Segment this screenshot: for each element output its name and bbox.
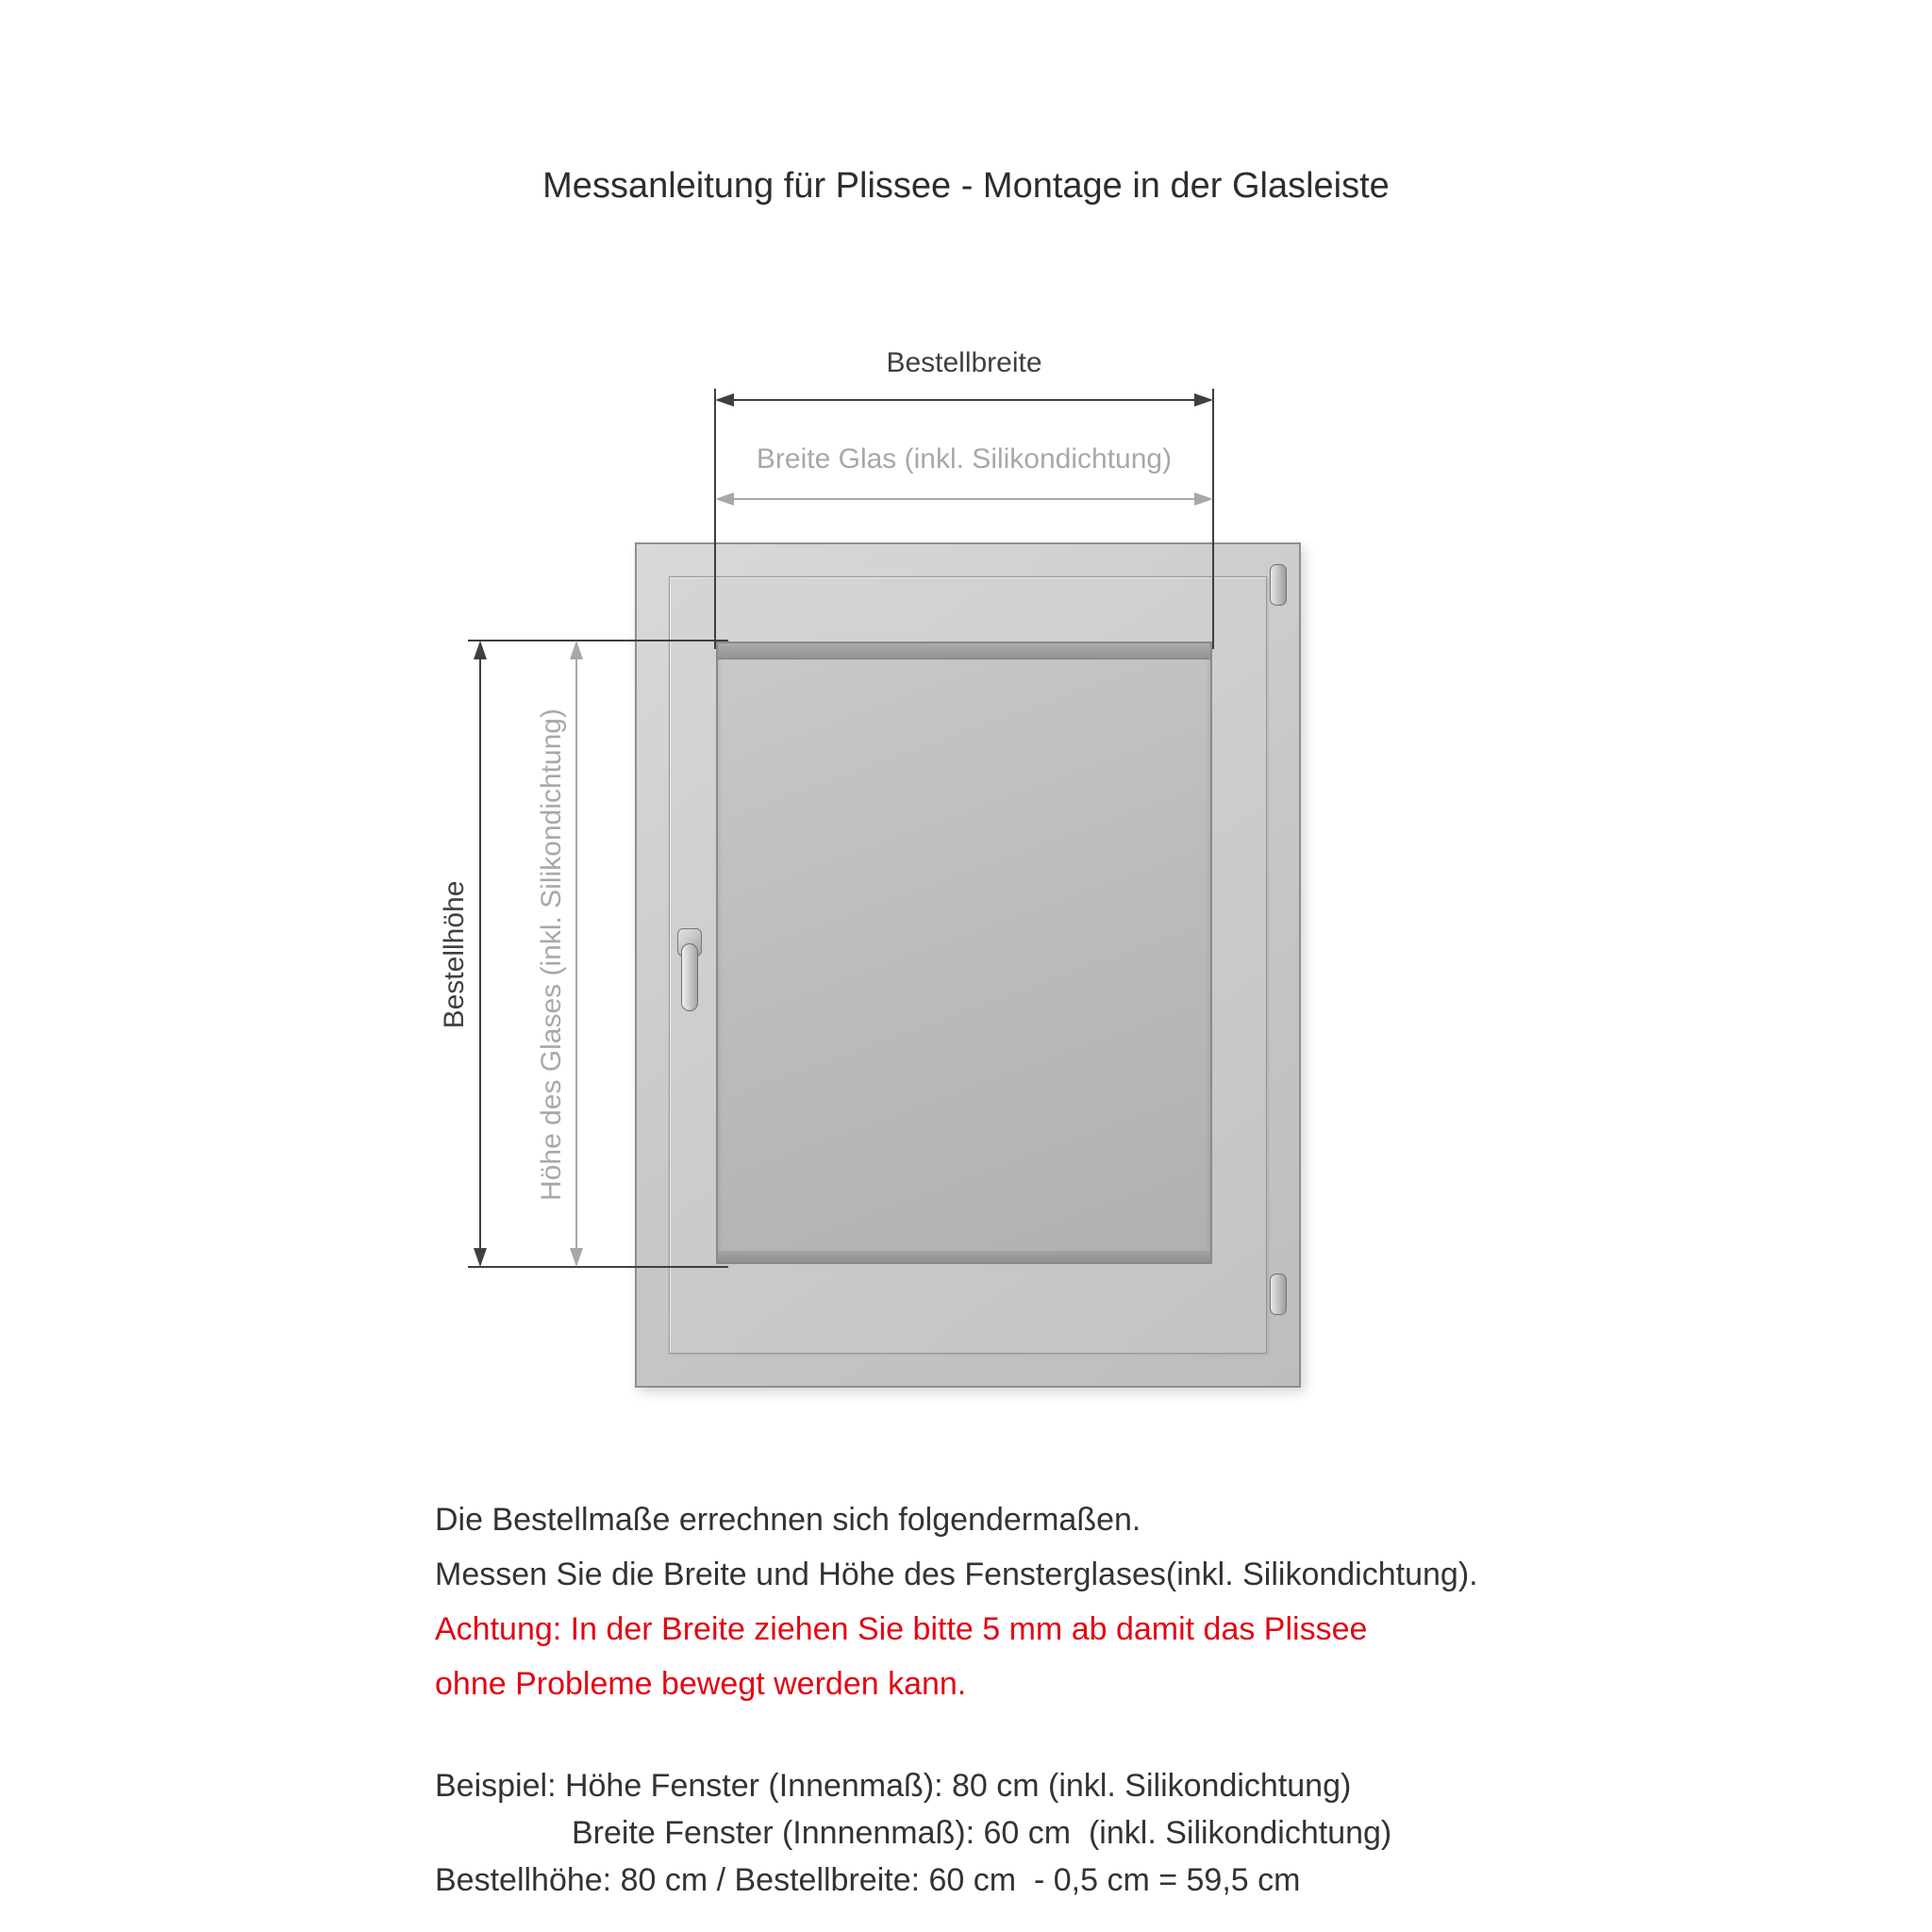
example-line-1: Beispiel: Höhe Fenster (Innenmaß): 80 cm (inkl. Silikondichtung)	[435, 1768, 1352, 1804]
order-height-label: Bestellhöhe	[439, 880, 470, 1029]
window-frame	[635, 542, 1301, 1388]
instruction-line-1: Die Bestellmaße errechnen sich folgendermaßen.	[435, 1502, 1141, 1538]
window-handle	[677, 928, 702, 1013]
window-glass	[716, 641, 1212, 1264]
example-line-3: Bestellhöhe: 80 cm / Bestellbreite: 60 cm - 0,5 cm = 59,5 cm	[435, 1862, 1301, 1898]
instruction-line-2: Messen Sie die Breite und Höhe des Fensterglases(inkl. Silikondichtung).	[435, 1557, 1478, 1592]
glass-height-label: Höhe des Glases (inkl. Silikondichtung)	[536, 708, 567, 1201]
order-height-arrow	[474, 641, 487, 1267]
glass-bottom-bead	[718, 1251, 1210, 1262]
example-block	[435, 1762, 1391, 1904]
page-title: Messanleitung für Plissee - Montage in der Glasleiste	[542, 166, 1390, 206]
instructions-block	[435, 1492, 1478, 1711]
order-width-label: Bestellbreite	[886, 347, 1042, 378]
glass-width-arrow	[715, 492, 1213, 506]
warning-line-1: Achtung: In der Breite ziehen Sie bitte 5 mm ab damit das Plissee	[435, 1611, 1368, 1647]
glass-width-label: Breite Glas (inkl. Silikondichtung)	[756, 443, 1173, 475]
window-sash	[669, 576, 1267, 1354]
glass-height-arrow	[570, 641, 583, 1267]
order-width-arrow	[715, 393, 1213, 407]
glass-top-bead	[718, 643, 1210, 659]
hinge-top	[1270, 564, 1287, 606]
example-line-2: Breite Fenster (Innnenmaß): 60 cm (inkl. Silikondichtung)	[572, 1815, 1392, 1851]
hinge-bottom	[1270, 1274, 1287, 1315]
window-handle-grip	[681, 943, 698, 1011]
warning-line-2: ohne Probleme bewegt werden kann.	[435, 1666, 967, 1702]
